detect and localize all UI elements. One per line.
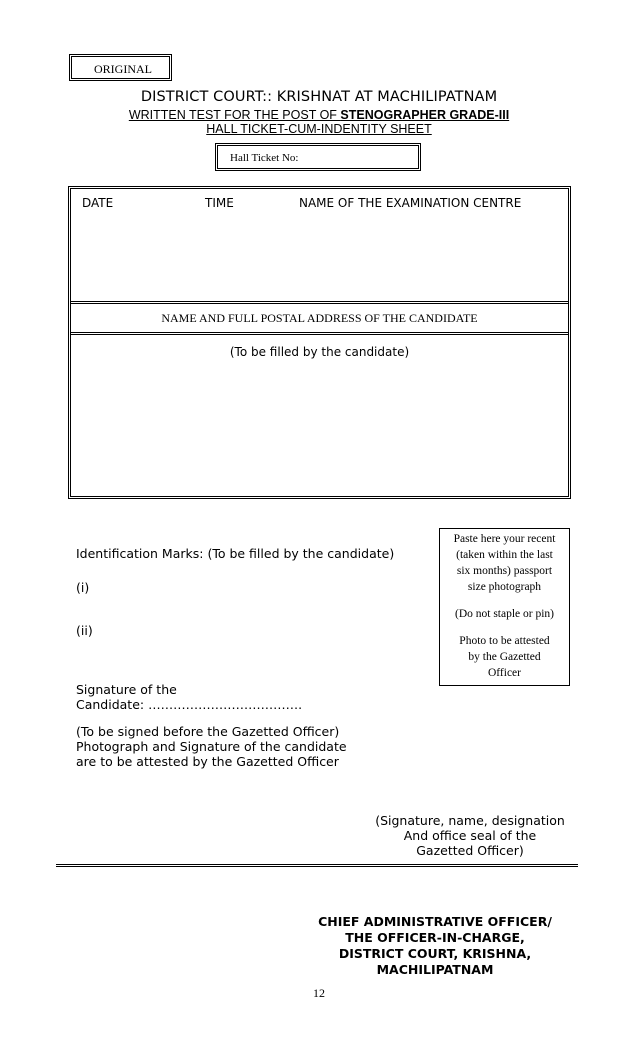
candidate-signature-label: Signature of the xyxy=(76,682,177,697)
attestation-note-line: (To be signed before the Gazetted Officer) xyxy=(76,724,340,739)
cao-line: THE OFFICER-IN-CHARGE, xyxy=(345,930,525,945)
photo-note-line: Photo to be attested xyxy=(459,635,550,647)
court-title: DISTRICT COURT:: KRISHNAT AT MACHILIPATNAM xyxy=(140,89,498,105)
exam-details-table xyxy=(68,186,571,499)
photo-placeholder-box xyxy=(439,528,570,686)
exam-post: STENOGRAPHER GRADE-III xyxy=(340,108,510,122)
candidate-signature-line: Candidate: ………………………………. xyxy=(76,697,303,712)
cao-line: MACHILIPATNAM xyxy=(376,962,494,977)
hall-ticket-label: Hall Ticket No: xyxy=(230,152,299,164)
officer-note-line: Gazetted Officer) xyxy=(416,843,524,858)
photo-note-line: (taken within the last xyxy=(456,549,553,561)
cao-line: CHIEF ADMINISTRATIVE OFFICER/ xyxy=(318,914,552,929)
horizontal-rule xyxy=(56,864,578,867)
hall-ticket-sheet-title: HALL TICKET-CUM-INDENTITY SHEET xyxy=(206,122,432,136)
photo-note-line: Paste here your recent xyxy=(453,533,556,545)
col-time-header: TIME xyxy=(205,196,234,210)
table-divider xyxy=(71,301,568,304)
original-label-box xyxy=(69,54,172,81)
table-divider xyxy=(71,332,568,335)
name-address-header: NAME AND FULL POSTAL ADDRESS OF THE CANDIDATE xyxy=(161,311,478,325)
exam-prefix: WRITTEN TEST FOR THE POST OF xyxy=(128,108,341,122)
filled-by-note: (To be filled by the candidate) xyxy=(229,345,410,359)
cao-line: DISTRICT COURT, KRISHNA, xyxy=(338,946,532,961)
photo-note-line: (Do not staple or pin) xyxy=(454,608,554,620)
photo-note-line: Officer xyxy=(488,667,521,679)
chief-administrative-officer-block xyxy=(300,914,570,978)
original-label: ORIGINAL xyxy=(94,62,152,76)
exam-title xyxy=(0,108,638,122)
photo-note-line: by the Gazetted xyxy=(468,651,541,663)
col-centre-header: NAME OF THE EXAMINATION CENTRE xyxy=(299,196,522,210)
identification-item-2: (ii) xyxy=(76,623,93,638)
attestation-note-line: are to be attested by the Gazetted Officer xyxy=(76,754,339,769)
hall-ticket-number-field[interactable] xyxy=(215,143,421,171)
col-date-header: DATE xyxy=(82,196,114,210)
gazetted-officer-signature-note xyxy=(374,813,566,858)
photo-note-line: size photograph xyxy=(467,581,542,593)
officer-note-line: And office seal of the xyxy=(403,828,537,843)
page-number: 12 xyxy=(313,986,325,1000)
photo-note-line: six months) passport xyxy=(456,565,553,577)
identification-heading: Identification Marks: (To be filled by the candidate) xyxy=(76,546,395,561)
identification-item-1: (i) xyxy=(76,580,90,595)
officer-note-line: (Signature, name, designation xyxy=(375,813,565,828)
attestation-note-line: Photograph and Signature of the candidate xyxy=(76,739,347,754)
